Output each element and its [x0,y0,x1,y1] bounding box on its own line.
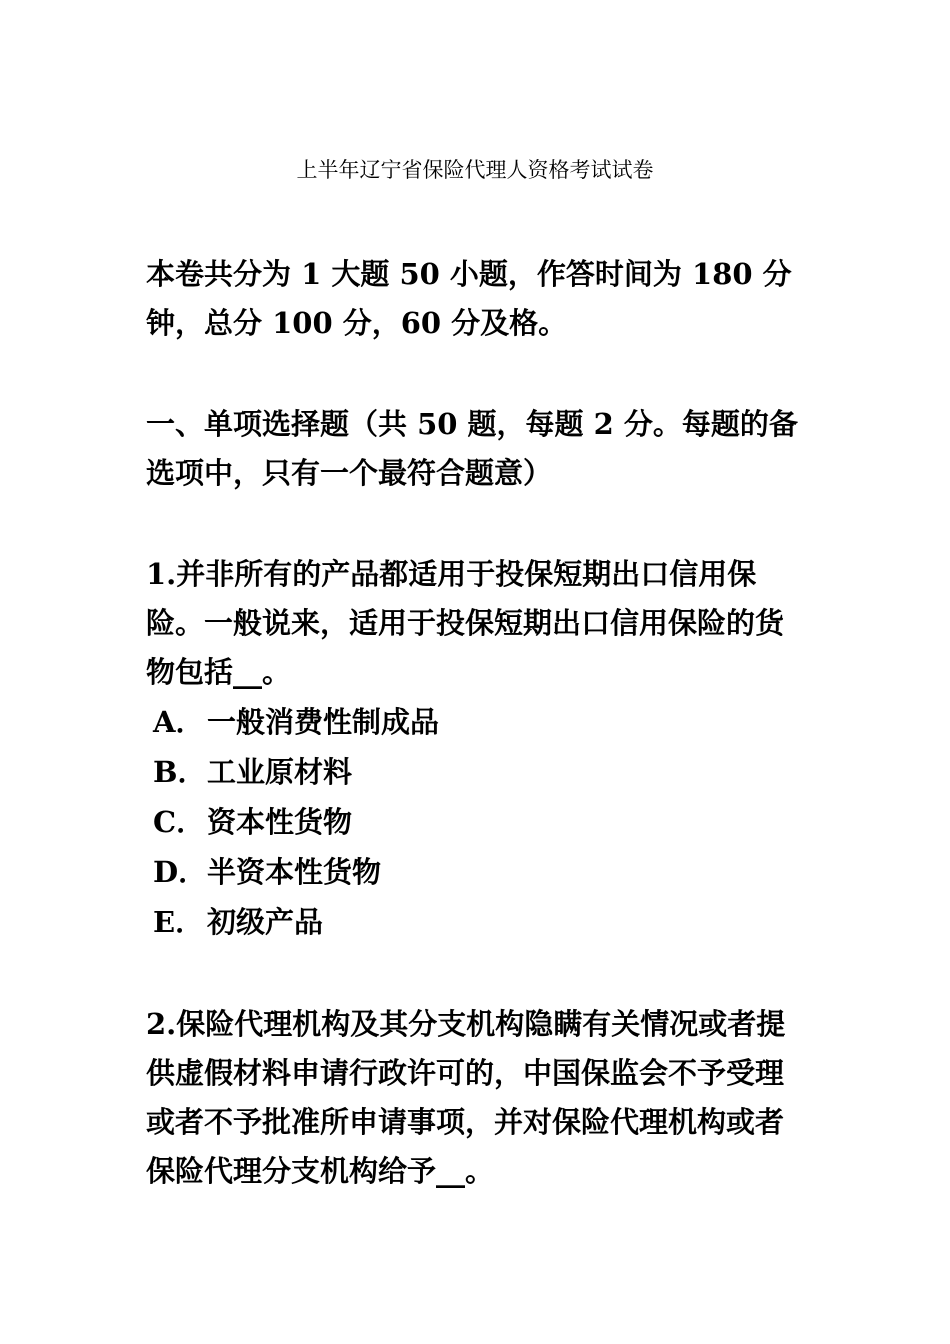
option-letter: C． [153,805,206,839]
option-a [153,697,803,747]
option-b [153,747,803,797]
section-heading: 一、单项选择题（共 50 题，每题 2 分。每题的备选项中，只有一个最符合题意） [146,407,798,490]
option-letter: E． [153,905,205,939]
option-letter: A． [153,705,205,739]
question-1-options [153,697,803,947]
option-text: 半资本性货物 [207,855,382,889]
option-text: 初级产品 [207,905,324,939]
option-text: 资本性货物 [207,805,353,839]
document-title: 上半年辽宁省保险代理人资格考试试卷 [296,158,654,182]
option-letter: B． [153,755,207,789]
option-e [153,897,803,947]
option-text: 工业原材料 [207,755,353,789]
option-d [153,847,803,897]
question-2-stem: 2.保险代理机构及其分支机构隐瞒有关情况或者提供虚假材料申请行政许可的，中国保监会不予受理或者不予批准所申请事项，并对保险代理机构或者保险代理分支机构给予__。 [146,1007,786,1188]
question-1-stem: 1.并非所有的产品都适用于投保短期出口信用保险。一般说来，适用于投保短期出口信用保险的货物包括__。 [146,557,785,689]
option-letter: D． [153,855,208,889]
exam-intro: 本卷共分为 1 大题 50 小题，作答时间为 180 分钟，总分 100 分，60 分及格。 [146,257,792,340]
option-text: 一般消费性制成品 [207,705,440,739]
option-c [153,797,803,847]
